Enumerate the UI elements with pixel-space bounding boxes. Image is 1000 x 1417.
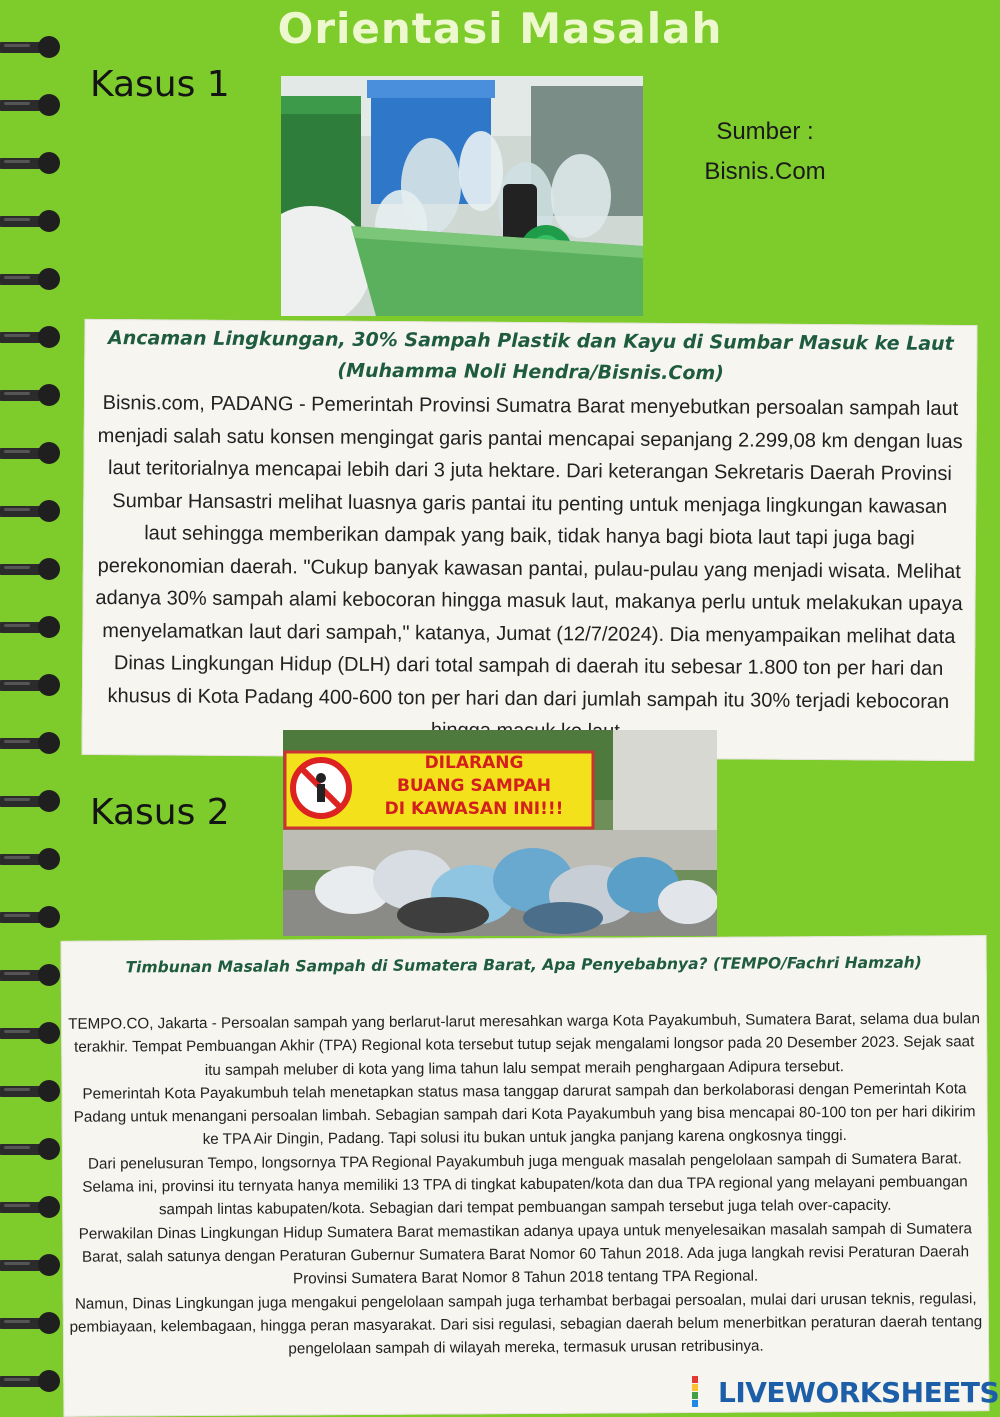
warning-sign <box>355 752 593 821</box>
binding-ring <box>0 442 62 464</box>
sign-line: BUANG SAMPAH <box>396 776 552 796</box>
binding-ring <box>0 268 62 290</box>
sign-line: DI KAWASAN INI!!! <box>384 799 564 819</box>
kasus-1-label: Kasus 1 <box>90 64 230 105</box>
sign-line: DILARANG <box>424 753 524 773</box>
binding-ring <box>0 1080 62 1102</box>
binding-ring <box>0 152 62 174</box>
source-label: Sumber : <box>716 118 814 145</box>
plastic-waste-photo <box>281 76 643 316</box>
article-2-paragraph: Pemerintah Kota Payakumbuh telah menetapkan status masa tanggap darurat sampah dan berkolaborasi dengan Pemerintah Kota Padang untuk menangani persoalan limbah. Sebagian sampah dari Kota Payakumbuh yang bisa mencapai 80-100 ton per hari dikirim ke TPA Air Dingin, Padang. Tapi solusi itu bukan untuk jangka panjang karena ongkosnya tinggi. <box>73 1080 976 1149</box>
binding-ring <box>0 36 62 58</box>
article-1-headline: Ancaman Lingkungan, 30% Sampah Plastik dan Kayu di Sumbar Masuk ke Laut <box>107 327 954 355</box>
binding-ring <box>0 674 62 696</box>
garbage-pile-photo <box>283 730 717 936</box>
binding-ring <box>0 848 62 870</box>
article-2-paragraph: Dari penelusuran Tempo, longsornya TPA Regional Payakumbuh juga menguak masalah pengelolaan sampah di Sumatera Barat. Selama ini, provinsi itu ternyata hanya memiliki 13 TPA di tingkat kabupaten/kota dan dua TPA regional yang melayani pembuangan sampah lintas kabupaten/kota. Sebagian dari tempat pembuangan sampah tersebut juga telah over-capacity. <box>82 1150 968 1219</box>
binding-ring <box>0 500 62 522</box>
binding-ring <box>0 1370 62 1392</box>
binding-ring <box>0 906 62 928</box>
article-2-paragraph: Namun, Dinas Lingkungan juga mengakui pengelolaan sampah juga terhambat berbagai persoalan, mulai dari urusan teknis, regulasi, pembiayaan, kelembagaan, hingga peran masyarakat. Dari sisi regulasi, sebagian daerah belum menerbitkan peraturan daerah tentang pengelolaan sampah di wilayah mereka, termasuk urusan retribusinya. <box>69 1289 983 1358</box>
liveworksheets-logo-icon <box>690 1376 714 1408</box>
liveworksheets-logo[interactable] <box>690 1372 999 1412</box>
source-credit <box>690 112 840 192</box>
liveworksheets-brand: LIVEWORKSHEETS <box>718 1375 1000 1409</box>
kasus-2-label: Kasus 2 <box>90 792 230 833</box>
article-card-2 <box>61 935 990 1417</box>
binding-ring <box>0 210 62 232</box>
binding-ring <box>0 964 62 986</box>
article-2-paragraph: Perwakilan Dinas Lingkungan Hidup Sumatera Barat memastikan adanya upaya untuk menyelesaikan masalah sampah di Sumatera Barat, salah satunya dengan Peraturan Gubernur Sumatera Barat Nomor 60 Tahun 2018. Ada juga langkah revisi Peraturan Daerah Provinsi Sumatera Barat Nomor 8 Tahun 2018 tentang TPA Regional. <box>78 1219 972 1288</box>
binding-ring <box>0 1138 62 1160</box>
binding-ring <box>0 384 62 406</box>
binding-ring <box>0 790 62 812</box>
article-2-headline: Timbunan Masalah Sampah di Sumatera Barat, Apa Penyebabnya? (TEMPO/Fachri Hamzah) <box>125 953 922 977</box>
binding-ring <box>0 732 62 754</box>
page-title: Orientasi Masalah <box>277 4 723 53</box>
binding-ring <box>0 558 62 580</box>
binding-ring <box>0 1254 62 1276</box>
article-1-header <box>84 323 977 391</box>
binding-ring <box>0 326 62 348</box>
binding-ring <box>0 94 62 116</box>
article-1-body: Bisnis.com, PADANG - Pemerintah Provinsi Sumatra Barat menyebutkan persoalan sampah laut menjadi salah satu konsen mengingat garis pantai mencapai sepanjang 2.299,08 km dengan luas laut teritorialnya mencapai lebih dari 3 juta hektare. Dari keterangan Sekretaris Daerah Provinsi Sumbar Hansastri melihat luasnya garis pantai itu penting untuk menjaga lingkungan kawasan laut sehingga memberikan dampak yang baik, tidak hanya bagi biota laut tapi juga bagi perekonomian daerah. "Cukup banyak kawasan pantai, pulau-pulau yang menjadi wisata. Melihat adanya 30% sampah alami kebocoran hingga masuk laut, makanya perlu untuk melakukan upaya menyelamatkan laut dari sampah," katanya, Jumat (12/7/2024). Dia menyampaikan melihat data Dinas Lingkungan Hidup (DLH) dari total sampah di daerah itu sebesar 1.800 ton per hari dan khusus di Kota Padang 400-600 ton per hari dan dari jumlah sampah itu 30% terjadi kebocoran <box>95 392 963 713</box>
binding-ring <box>0 1022 62 1044</box>
binding-ring <box>0 1196 62 1218</box>
source-name: Bisnis.Com <box>704 158 826 185</box>
article-card-1 <box>81 319 977 761</box>
article-2-body <box>67 1007 983 1362</box>
article-2-paragraph: TEMPO.CO, Jakarta - Persoalan sampah yang berlarut-larut meresahkan warga Kota Payakumbuh, Sumatera Barat, selama dua bulan terakhir. Tempat Pembuangan Akhir (TPA) Regional kota tersebut tutup sejak mengalami longsor pada 20 Desember 2023. Sejak saat itu sampah meluber di kota yang lima tahun lalu sempat meraih penghargaan Adipura tersebut. <box>68 1010 980 1079</box>
article-1-byline: (Muhamma Noli Hendra/Bisnis.Com) <box>337 359 724 385</box>
binding-ring <box>0 616 62 638</box>
binding-ring <box>0 1312 62 1334</box>
